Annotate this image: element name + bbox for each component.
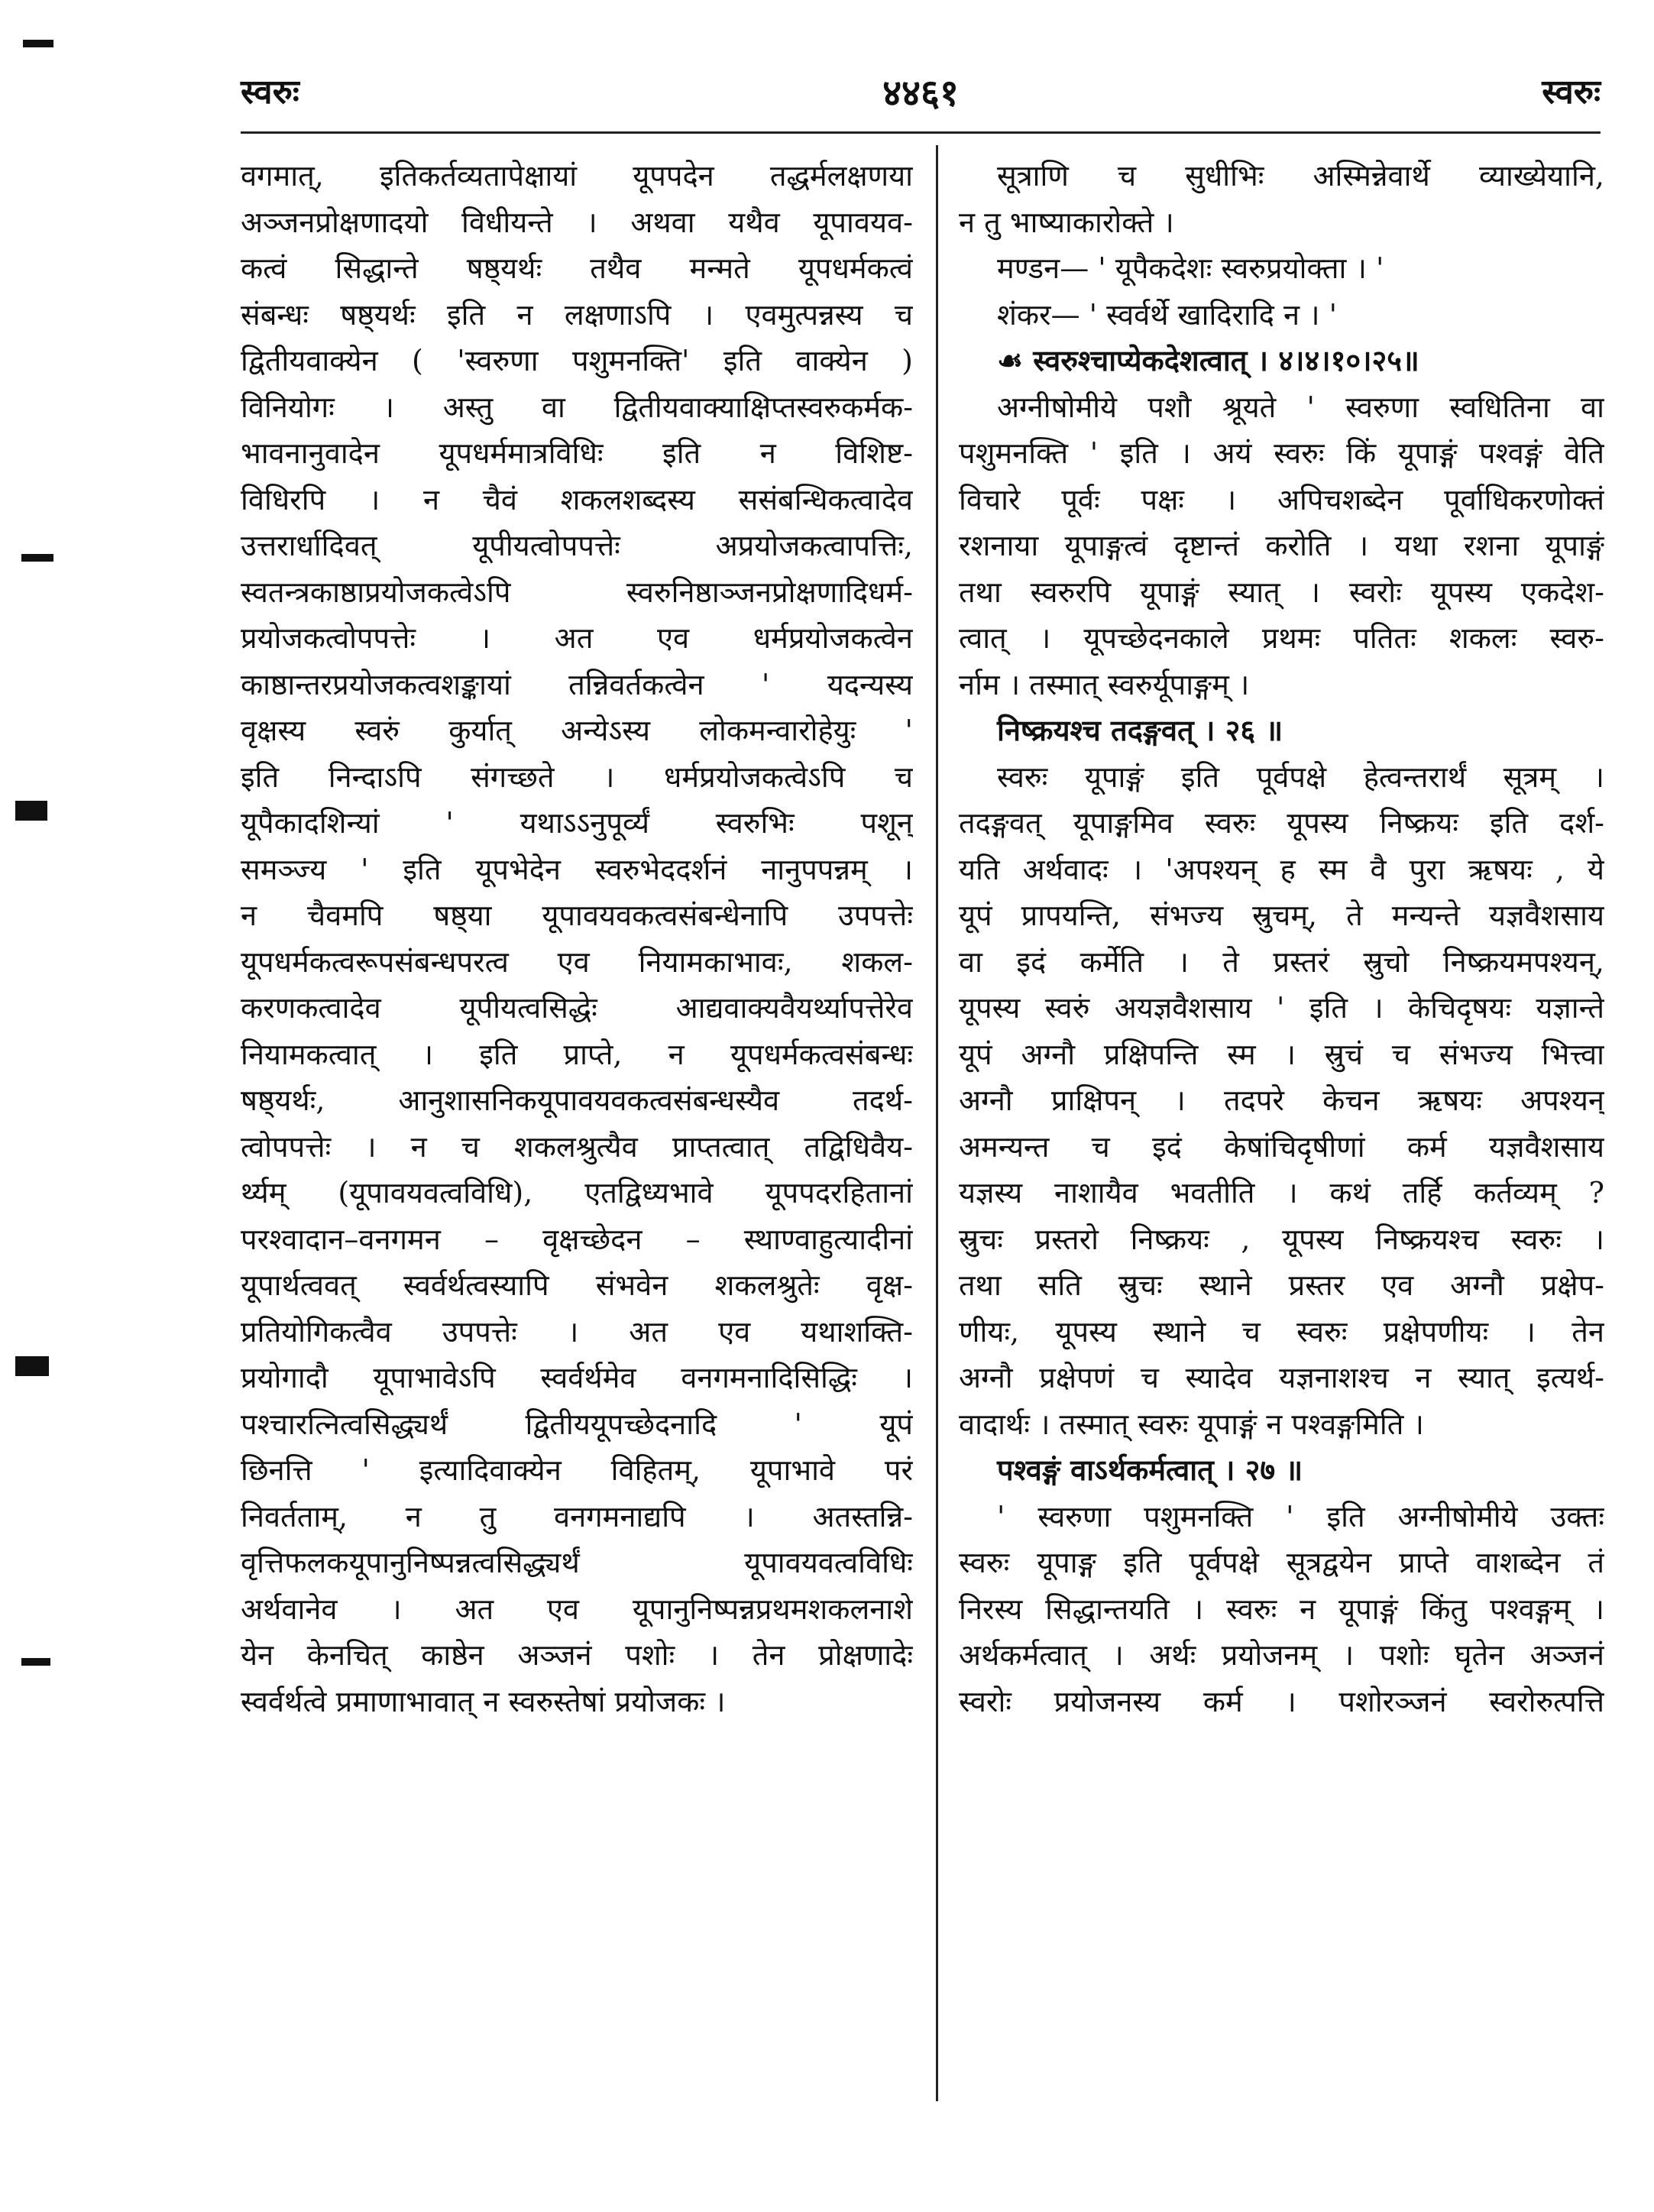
- text-line: वादार्थः । तस्मात् स्वरुः यूपाङ्गं न पश्वङ्गमिति ।: [959, 1407, 1424, 1441]
- text-line: र्थ्यम् (यूपावयवत्वविधि), एतद्विध्यभावे यूपपदरहितानां: [241, 1176, 913, 1210]
- text-line: वा इदं कर्मेति । ते प्रस्तरं स्रुचो निष्क्रयमपश्यन्,: [959, 944, 1604, 979]
- text-line: अर्थकर्मत्वात् । अर्थः प्रयोजनम् । पशोः घृतेन अञ्जनं: [959, 1638, 1604, 1672]
- page-number: ४४६१: [882, 72, 959, 115]
- text-line: अग्नीषोमीये पशौ श्रूयते ' स्वरुणा स्वधितिना वा: [997, 390, 1604, 424]
- right-column: [959, 153, 1604, 1725]
- text-line: षष्ठ्यर्थः, आनुशासनिकयूपावयवकत्वसंबन्धस्यैव तदर्थ-: [241, 1083, 913, 1117]
- text-line: स्वतन्त्रकाष्ठाप्रयोजकत्वेऽपि स्वरुनिष्ठाञ्जनप्रोक्षणादिधर्म-: [241, 575, 913, 609]
- text-line: यूपं प्रापयन्ति, संभज्य स्रुचम्, ते मन्यन्ते यज्ञवैशसाय: [959, 899, 1604, 932]
- text-line: यूपं अग्नौ प्रक्षिपन्ति स्म । स्रुचं च संभज्य भित्त्वा: [959, 1037, 1604, 1071]
- text-line: छिनत्ति ' इत्यादिवाक्येन विहितम्, यूपाभावे परं: [241, 1453, 913, 1487]
- text-line: स्रुचः प्रस्तरो निष्क्रयः , यूपस्य निष्क्रयश्च स्वरुः ।: [959, 1222, 1604, 1256]
- text-line: स्वरुः यूपाङ्गं इति पूर्वपक्षे हेत्वन्तरार्थं सूत्रम् ।: [997, 759, 1604, 794]
- text-line: कत्वं सिद्धान्ते षष्ठ्यर्थः तथैव मन्मते यूपधर्मकत्वं: [241, 251, 913, 285]
- text-line: विनियोगः । अस्तु वा द्वितीयवाक्याक्षिप्तस्वरुकर्मक-: [241, 390, 913, 424]
- text-line: द्वितीयवाक्येन ( 'स्वरुणा पशुमनक्ति' इति वाक्येन ): [241, 344, 913, 377]
- text-line: अग्नौ प्राक्षिपन् । तदपरे केचन ऋषयः अपश्यन्: [959, 1083, 1604, 1117]
- text-line: र्नाम । तस्मात् स्वरुर्यूपाङ्गम् ।: [959, 667, 1250, 701]
- text-line: करणकत्वादेव यूपीयत्वसिद्धेः आद्यवाक्यवैयर्थ्यापत्तेरेव: [241, 991, 913, 1025]
- text-line: यज्ञस्य नाशायैव भवतीति । कथं तर्हि कर्तव्यम् ?: [959, 1176, 1604, 1210]
- text-line: समञ्ज्य ' इति यूपभेदेन स्वरुभेददर्शनं नानुपपन्नम् ।: [241, 852, 913, 886]
- text-line: प्रयोजकत्वोपपत्तेः । अत एव धर्मप्रयोजकत्वेन: [241, 621, 913, 655]
- text-line: प्रतियोगिकत्वैव उपपत्तेः । अत एव यथाशक्ति-: [241, 1314, 913, 1349]
- quote-mandana: मण्डन— ' यूपैकदेशः स्वरुप्रयोक्ता । ': [997, 251, 1384, 285]
- text-line: तथा सति स्रुचः स्थाने प्रस्तर एव अग्नौ प्रक्षेप-: [959, 1268, 1604, 1302]
- left-column: [241, 153, 913, 1725]
- quote-shankara: शंकर— ' स्वर्वर्थे खादिरादि न । ': [997, 297, 1338, 332]
- running-head-left: स्वरुः: [241, 73, 299, 112]
- text-line: अर्थवानेव । अत एव यूपानुनिष्पन्नप्रथमशकलनाशे: [241, 1592, 913, 1626]
- sutra-heading: पश्वङ्गं वाऽर्थकर्मत्वात् । २७ ॥: [997, 1453, 1303, 1487]
- text-line: यूपधर्मकत्वरूपसंबन्धपरत्व एव नियामकाभावः, शकल-: [241, 944, 913, 979]
- text-line: स्वरुः यूपाङ्ग इति पूर्वपक्षे सूत्रद्वयेन प्राप्ते वाशब्देन तं: [959, 1546, 1604, 1579]
- text-line: पश्चारत्नित्वसिद्ध्यर्थं द्वितीययूपच्छेदनादि ' यूपं: [241, 1407, 913, 1441]
- text-line: सूत्राणि च सुधीभिः अस्मिन्नेवार्थे व्याख्येयानि,: [997, 159, 1604, 193]
- text-line: प्रयोगादौ यूपाभावेऽपि स्वर्वर्थमेव वनगमनादिसिद्धिः ।: [241, 1361, 913, 1394]
- sutra-heading: ☙ स्वरुश्चाप्येकदेशत्वात् । ४।४।१०।२५॥: [997, 343, 1419, 377]
- text-line: निरस्य सिद्धान्तयति । स्वरुः न यूपाङ्गं किंतु पश्वङ्गम् ।: [959, 1592, 1604, 1626]
- text-line: इति निन्दाऽपि संगच्छते । धर्मप्रयोजकत्वेऽपि च: [241, 759, 913, 794]
- text-line: नियामकत्वात् । इति प्राप्ते, न यूपधर्मकत्वसंबन्धः: [241, 1037, 913, 1071]
- page-header: [241, 67, 1601, 121]
- scan-mark: [21, 1658, 50, 1666]
- text-line: रशनाया यूपाङ्गत्वं दृष्टान्तं करोति । यथा रशना यूपाङ्गं: [959, 529, 1604, 562]
- text-line: न चैवमपि षष्ठ्या यूपावयवकत्वसंबन्धेनापि उपपत्तेः: [241, 899, 913, 932]
- text-line: यति अर्थवादः । 'अपश्यन् ह स्म वै पुरा ऋषयः , ये: [959, 852, 1604, 886]
- column-divider: [936, 145, 938, 2101]
- text-line: तथा स्वरुरपि यूपाङ्गं स्यात् । स्वरोः यूपस्य एकदेश-: [959, 575, 1604, 609]
- text-line: विचारे पूर्वः पक्षः । अपिचशब्देन पूर्वाधिकरणोक्तं: [959, 482, 1604, 517]
- text-line: परश्वादान–वनगमन – वृक्षच्छेदन – स्थाण्वाहुत्यादीनां: [241, 1222, 913, 1256]
- text-line: पशुमनक्ति ' इति । अयं स्वरुः किं यूपाङ्गं पश्वङ्गं वेति: [959, 436, 1604, 470]
- text-line: णीयः, यूपस्य स्थाने च स्वरुः प्रक्षेपणीयः । तेन: [959, 1314, 1604, 1349]
- text-line: स्वर्वर्थत्वे प्रमाणाभावात् न स्वरुस्तेषां प्रयोजकः ।: [241, 1684, 726, 1718]
- text-line: भावनानुवादेन यूपधर्ममात्रविधिः इति न विशिष्ट-: [241, 436, 913, 470]
- text-line: तदङ्गवत् यूपाङ्गमिव स्वरुः यूपस्य निष्क्रयः इति दर्श-: [959, 806, 1604, 840]
- text-line: न तु भाष्याकारोक्ते ।: [959, 205, 1174, 239]
- text-line: ' स्वरुणा पशुमनक्ति ' इति अग्नीषोमीये उक्तः: [997, 1499, 1604, 1534]
- header-rule: [241, 131, 1601, 134]
- text-line: यूपार्थत्ववत् स्वर्वर्थत्वस्यापि संभवेन शकलश्रुतेः वृक्ष-: [241, 1268, 913, 1302]
- text-line: निवर्तताम्, न तु वनगमनाद्यपि । अतस्तन्नि-: [241, 1499, 913, 1534]
- text-line: वगमात्, इतिकर्तव्यतापेक्षायां यूपपदेन तद्धर्मलक्षणया: [241, 159, 913, 193]
- text-line: येन केनचित् काष्ठेन अञ्जनं पशोः । तेन प्रोक्षणादेः: [241, 1638, 913, 1672]
- text-line: अमन्यन्त च इदं केषांचिदृषीणां कर्म यज्ञवैशसाय: [959, 1129, 1604, 1164]
- text-line: अञ्जनप्रोक्षणादयो विधीयन्ते । अथवा यथैव यूपावयव-: [241, 205, 913, 239]
- scan-mark: [21, 554, 53, 562]
- text-line: वृत्तिफलकयूपानुनिष्पन्नत्वसिद्ध्यर्थं यूपावयवत्वविधिः: [241, 1546, 913, 1579]
- scan-mark: [15, 801, 47, 821]
- sutra-heading: निष्क्रयश्च तदङ्गवत् । २६ ॥: [997, 713, 1283, 747]
- text-line: त्वात् । यूपच्छेदनकाले प्रथमः पतितः शकलः स्वरु-: [959, 621, 1604, 655]
- text-line: संबन्धः षष्ठ्यर्थः इति न लक्षणाऽपि । एवमुत्पन्नस्य च: [241, 297, 913, 332]
- text-line: स्वरोः प्रयोजनस्य कर्म । पशोरञ्जनं स्वरोरुत्पत्ति: [959, 1684, 1604, 1718]
- scan-mark: [23, 40, 53, 47]
- text-line: यूपस्य स्वरुं अयज्ञवैशसाय ' इति । केचिदृषयः यज्ञान्ते: [959, 991, 1604, 1025]
- scan-mark: [15, 1356, 49, 1376]
- text-line: वृक्षस्य स्वरुं कुर्यात् अन्येऽस्य लोकमन्वारोहेयुः ': [241, 714, 913, 747]
- text-line: उत्तरार्धादिवत् यूपीयत्वोपपत्तेः अप्रयोजकत्वापत्तिः,: [241, 529, 913, 562]
- running-head-right: स्वरुः: [1542, 73, 1601, 112]
- text-line: त्वोपपत्तेः । न च शकलश्रुत्यैव प्राप्तत्वात् तद्विधिवैय-: [241, 1129, 913, 1164]
- text-line: अग्नौ प्रक्षेपणं च स्यादेव यज्ञनाशश्च न स्यात् इत्यर्थ-: [959, 1361, 1604, 1394]
- text-line: काष्ठान्तरप्रयोजकत्वशङ्कायां तन्निवर्तकत्वेन ' यदन्यस्य: [241, 667, 913, 701]
- text-line: विधिरपि । न चैवं शकलशब्दस्य ससंबन्धिकत्वादेव: [241, 482, 913, 517]
- text-line: यूपैकादशिन्यां ' यथाऽऽनुपूर्व्यं स्वरुभिः पशून्: [241, 806, 913, 840]
